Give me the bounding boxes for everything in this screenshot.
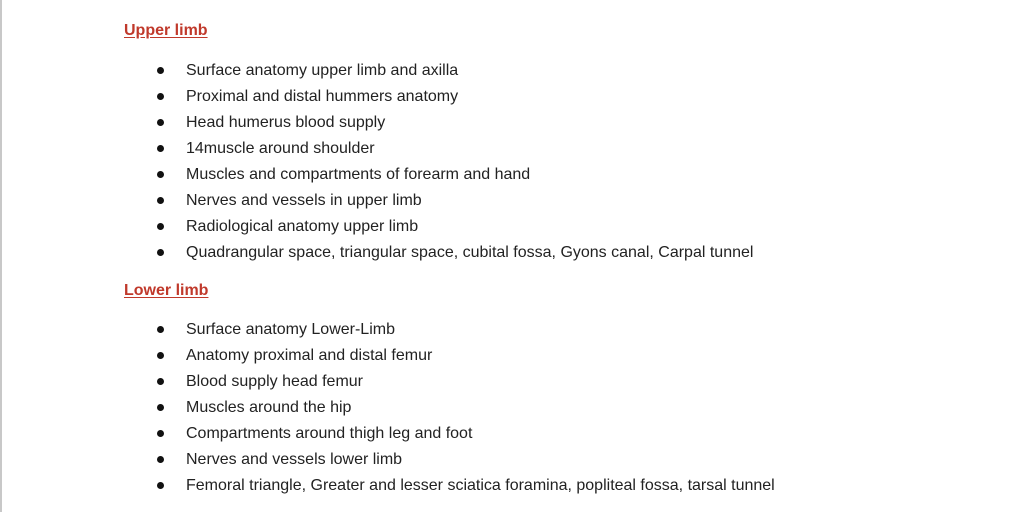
bullet-icon bbox=[157, 430, 164, 437]
list-item-text: Nerves and vessels in upper limb bbox=[186, 192, 422, 209]
list-item-text: 14muscle around shoulder bbox=[186, 140, 375, 157]
bullet-icon bbox=[157, 93, 164, 100]
bullet-icon bbox=[157, 223, 164, 230]
bullet-icon bbox=[157, 378, 164, 385]
bullet-icon bbox=[157, 249, 164, 256]
bullet-icon bbox=[157, 145, 164, 152]
bullet-icon bbox=[157, 171, 164, 178]
list-item-text: Anatomy proximal and distal femur bbox=[186, 347, 433, 364]
bullet-icon bbox=[157, 352, 164, 359]
bullet-icon bbox=[157, 326, 164, 333]
list-item-text: Muscles and compartments of forearm and hand bbox=[186, 166, 531, 183]
list-item-text: Surface anatomy Lower-Limb bbox=[186, 321, 395, 338]
list-item-text: Head humerus blood supply bbox=[186, 114, 386, 131]
list-item-text: Nerves and vessels lower limb bbox=[186, 451, 403, 468]
list-item-text: Femoral triangle, Greater and lesser sciatica foramina, popliteal fossa, tarsal tunnel bbox=[186, 477, 775, 494]
list-item-text: Quadrangular space, triangular space, cubital fossa, Gyons canal, Carpal tunnel bbox=[186, 244, 754, 261]
list-item-text: Compartments around thigh leg and foot bbox=[186, 425, 473, 442]
bullet-icon bbox=[157, 482, 164, 489]
list-item-text: Radiological anatomy upper limb bbox=[186, 218, 419, 235]
list-item-text: Blood supply head femur bbox=[186, 373, 363, 390]
list-item-text: Surface anatomy upper limb and axilla bbox=[186, 62, 459, 79]
bullet-icon bbox=[157, 456, 164, 463]
section-heading-upper-limb: Upper limb bbox=[124, 22, 208, 39]
list-item-text: Muscles around the hip bbox=[186, 399, 352, 416]
list-item-text: Proximal and distal hummers anatomy bbox=[186, 88, 459, 105]
bullet-icon bbox=[157, 404, 164, 411]
section-heading-lower-limb: Lower limb bbox=[124, 282, 209, 299]
bullet-icon bbox=[157, 119, 164, 126]
bullet-icon bbox=[157, 67, 164, 74]
bullet-icon bbox=[157, 197, 164, 204]
